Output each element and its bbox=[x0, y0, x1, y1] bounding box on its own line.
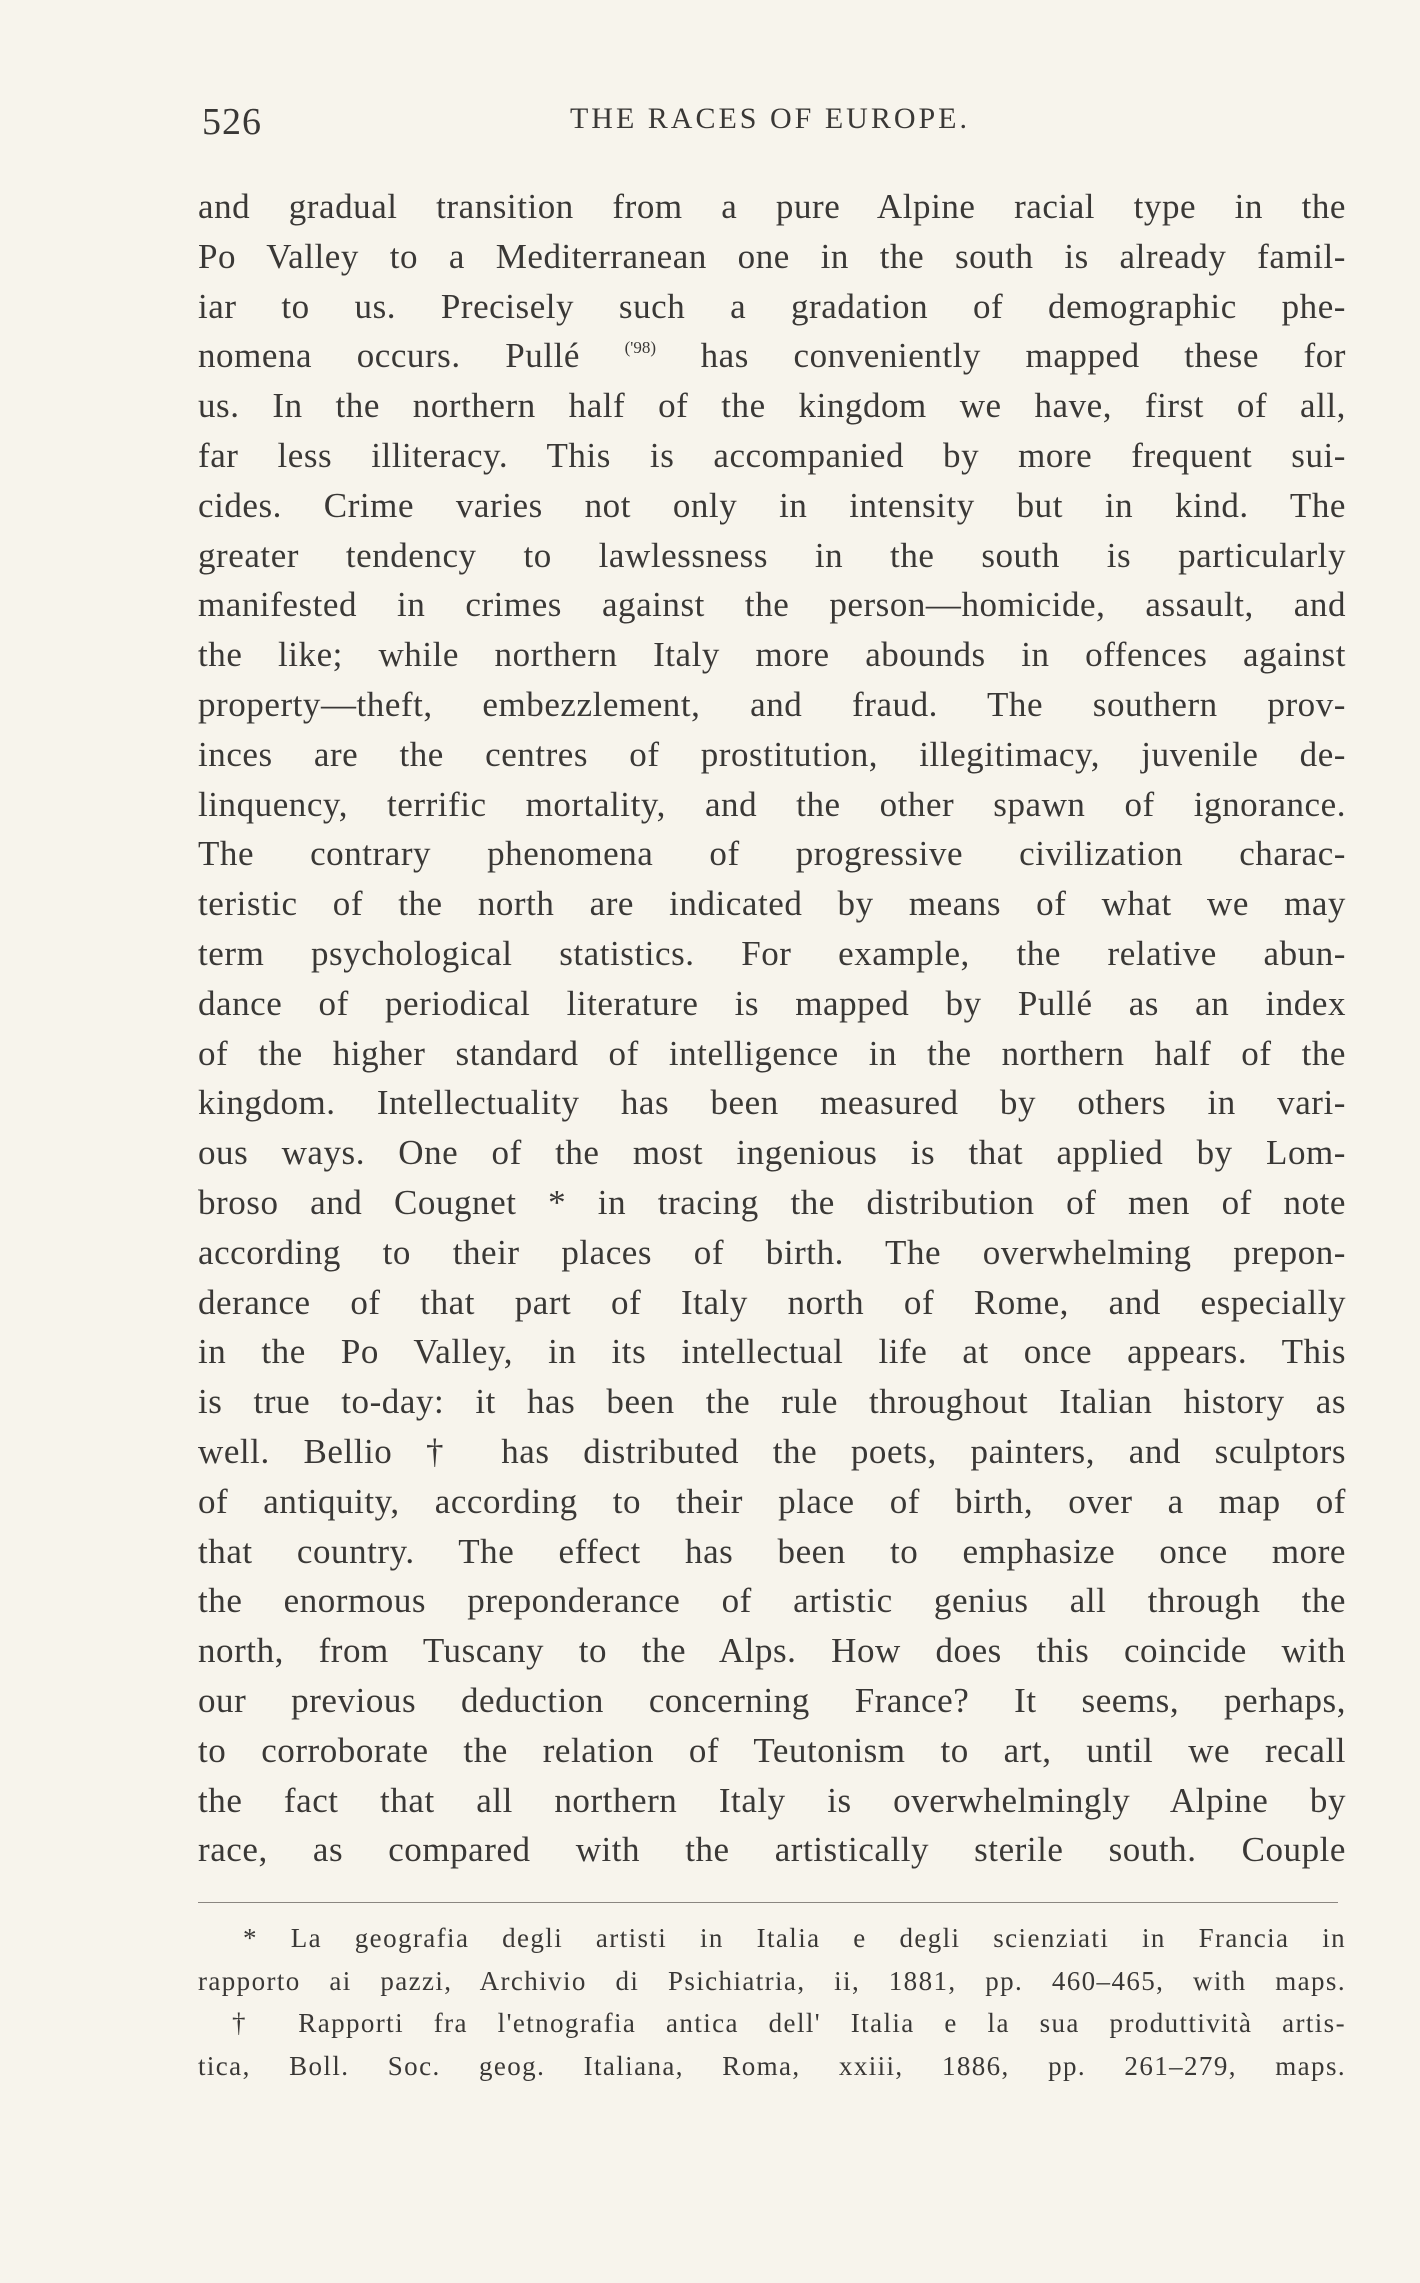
footnote-line: tica, Boll. Soc. geog. Italiana, Roma, xxiii, 1886, pp. 261–279, maps. bbox=[198, 2050, 1346, 2081]
text-line: race, as compared with the artistically sterile south. Couple bbox=[198, 1830, 1346, 1870]
text-line: term psychological statistics. For example, the relative abun- bbox=[198, 933, 1346, 973]
running-head bbox=[200, 92, 1340, 142]
text-line: and gradual transition from a pure Alpine racial type in the bbox=[198, 187, 1346, 226]
footnote-divider bbox=[198, 1902, 1338, 1903]
citation-reference: ('98) bbox=[624, 338, 656, 358]
text-line: cides. Crime varies not only in intensity but in kind. The bbox=[198, 485, 1346, 525]
footnote-line: † Rapporti fra l'etnografia antica dell' Italia e la sua produttività artis- bbox=[232, 2008, 1346, 2038]
text-line: north, from Tuscany to the Alps. How does this coincide with bbox=[198, 1631, 1346, 1671]
text-line: The contrary phenomena of progressive civilization charac- bbox=[198, 834, 1346, 874]
text-line: that country. The effect has been to emphasize once more bbox=[198, 1531, 1346, 1571]
text-line: in the Po Valley, in its intellectual life at once appears. This bbox=[198, 1332, 1346, 1372]
footnotes bbox=[198, 1917, 1346, 2087]
text-line-with-citation bbox=[198, 331, 1346, 381]
text-fragment: nomena occurs. Pullé bbox=[198, 336, 580, 376]
text-line: our previous deduction concerning France? It seems, perhaps, bbox=[198, 1680, 1346, 1720]
text-line: the fact that all northern Italy is overwhelmingly Alpine by bbox=[198, 1780, 1346, 1820]
footnote-line: rapporto ai pazzi, Archivio di Psichiatria, ii, 1881, pp. 460–465, with maps. bbox=[198, 1965, 1346, 1996]
text-line: greater tendency to lawlessness in the south is particularly bbox=[198, 535, 1346, 575]
text-line: kingdom. Intellectuality has been measured by others in vari- bbox=[198, 1083, 1346, 1123]
text-line: linquency, terrific mortality, and the other spawn of ignorance. bbox=[198, 784, 1346, 824]
text-line: Po Valley to a Mediterranean one in the south is already famil- bbox=[198, 236, 1346, 276]
text-line: inces are the centres of prostitution, illegitimacy, juvenile de- bbox=[198, 734, 1346, 774]
footnote-line: * La geografia degli artisti in Italia e degli scienziati in Francia in bbox=[243, 1923, 1346, 1953]
text-line: derance of that part of Italy north of Rome, and especially bbox=[198, 1282, 1346, 1322]
running-title: THE RACES OF EUROPE. bbox=[569, 102, 971, 135]
text-line: broso and Cougnet * in tracing the distribution of men of note bbox=[198, 1182, 1346, 1222]
text-fragment: has conveniently mapped these for bbox=[700, 336, 1346, 376]
body-text bbox=[198, 182, 1346, 1875]
text-line: iar to us. Precisely such a gradation of demographic phe- bbox=[198, 286, 1346, 326]
text-line: is true to-day: it has been the rule throughout Italian history as bbox=[198, 1382, 1346, 1422]
text-line: us. In the northern half of the kingdom we have, first of all, bbox=[198, 386, 1346, 426]
text-line: ous ways. One of the most ingenious is that applied by Lom- bbox=[198, 1133, 1346, 1173]
text-line: of the higher standard of intelligence in the northern half of the bbox=[198, 1033, 1346, 1073]
text-line: the like; while northern Italy more abounds in offences against bbox=[198, 635, 1346, 675]
text-line: well. Bellio † has distributed the poets, painters, and sculptors bbox=[198, 1431, 1346, 1471]
text-line: of antiquity, according to their place of birth, over a map of bbox=[198, 1481, 1346, 1521]
text-line: teristic of the north are indicated by means of what we may bbox=[198, 884, 1346, 924]
text-line: manifested in crimes against the person—homicide, assault, and bbox=[198, 585, 1346, 625]
text-line: property—theft, embezzlement, and fraud. The southern prov- bbox=[198, 684, 1346, 724]
text-line: dance of periodical literature is mapped by Pullé as an index bbox=[198, 983, 1346, 1023]
text-line: according to their places of birth. The overwhelming prepon- bbox=[198, 1232, 1346, 1272]
text-line: the enormous preponderance of artistic genius all through the bbox=[198, 1581, 1346, 1621]
text-line: far less illiteracy. This is accompanied by more frequent sui- bbox=[198, 435, 1346, 475]
text-line: to corroborate the relation of Teutonism to art, until we recall bbox=[198, 1730, 1346, 1770]
page-number: 526 bbox=[202, 101, 262, 143]
